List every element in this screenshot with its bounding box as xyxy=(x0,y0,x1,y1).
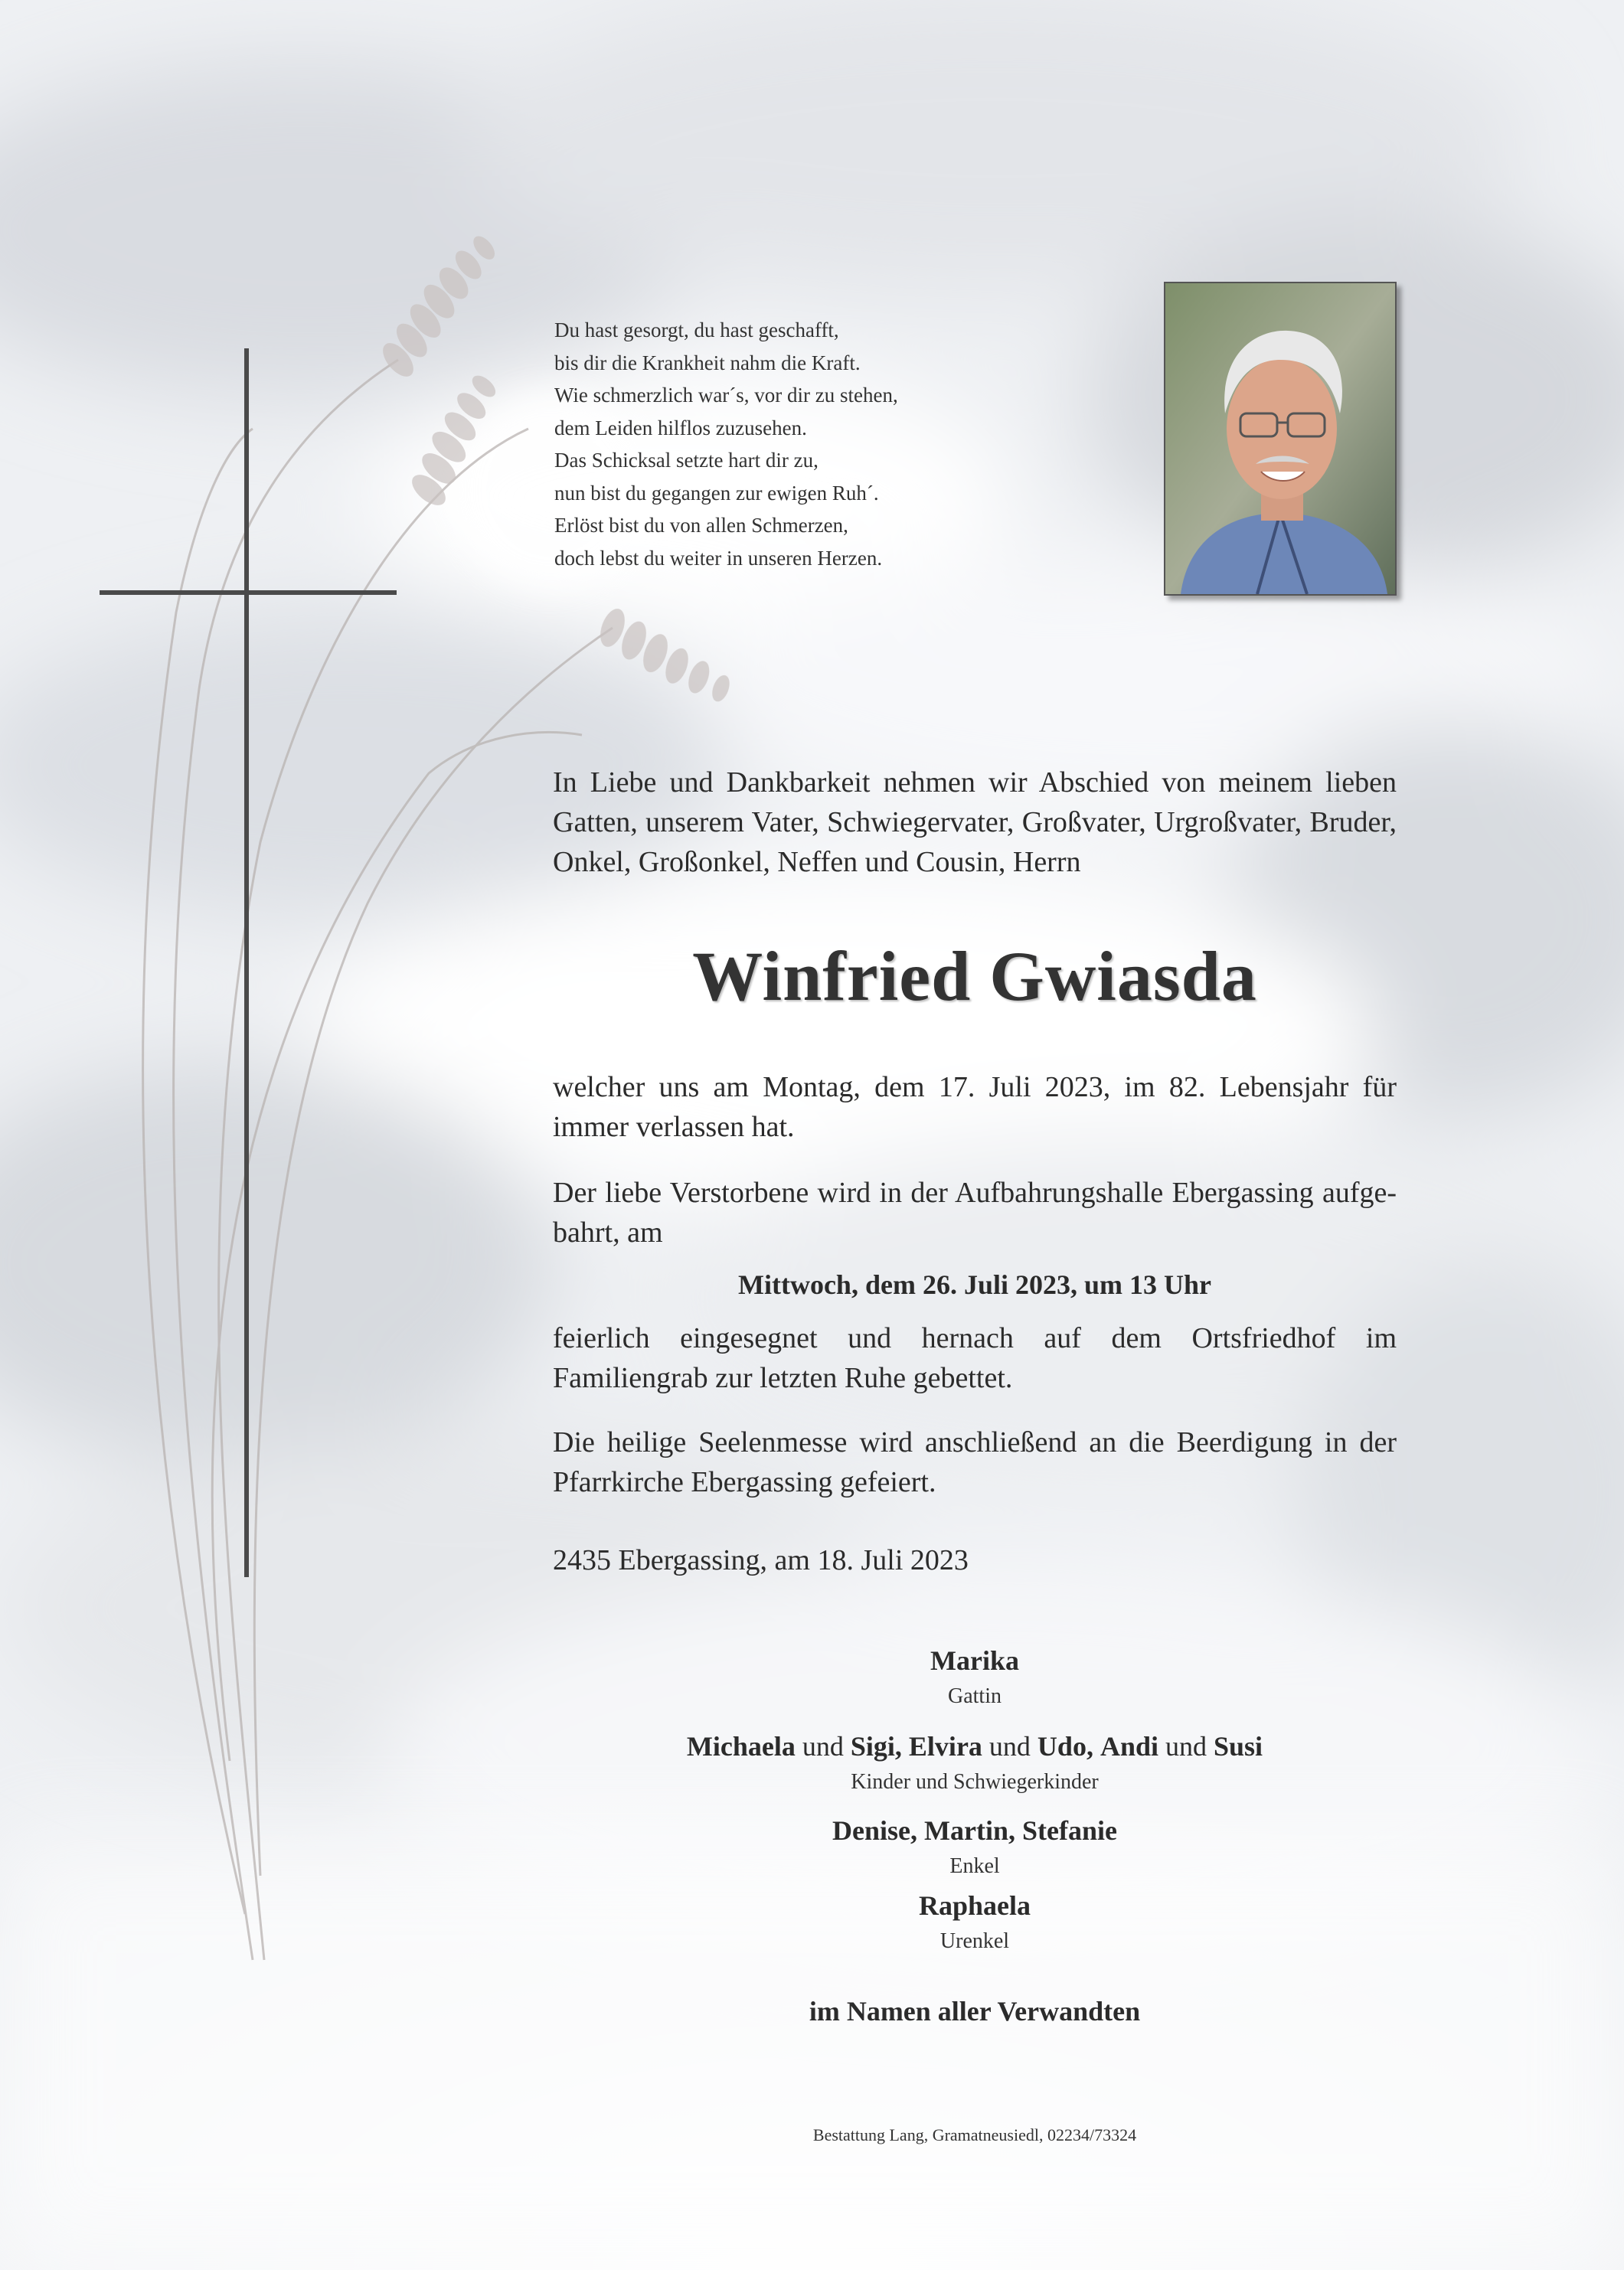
children-names xyxy=(553,1730,1397,1762)
place-date: 2435 Ebergassing, am 18. Juli 2023 xyxy=(553,1544,969,1576)
footer-undertaker: Bestattung Lang, Gramatneusiedl, 02234/73324 xyxy=(812,2125,1137,2144)
child-name: Andi xyxy=(1100,1731,1158,1762)
death-text: welcher uns am Montag, dem 17. Juli 2023, im 82. Lebensjahr für immer verlassen hat. xyxy=(553,1071,1397,1143)
poem-line: dem Leiden hilflos zuzusehen. xyxy=(554,416,807,439)
viewing-text: Der liebe Verstorbene wird in der Aufbahrungshalle Ebergassing aufge-bahrt, am xyxy=(553,1177,1397,1249)
child-name: Elvira xyxy=(908,1731,982,1762)
separator: , xyxy=(894,1731,902,1762)
portrait-photo xyxy=(1164,282,1397,596)
closing-text: im Namen aller Verwandten xyxy=(809,1996,1141,2027)
poem-line: nun bist du gegangen zur ewigen Ruh´. xyxy=(554,481,879,505)
child-name: Sigi xyxy=(850,1731,895,1762)
child-name: Susi xyxy=(1214,1731,1263,1762)
spouse-role: Gattin xyxy=(948,1684,1002,1708)
child-name: Michaela xyxy=(686,1731,796,1762)
poem xyxy=(554,314,1029,574)
connector: und xyxy=(802,1731,844,1762)
poem-line: doch lebst du weiter in unseren Herzen. xyxy=(554,546,883,570)
grandchildren-names: Denise, Martin, Stefanie xyxy=(832,1815,1117,1846)
greatgrandchild-name: Raphaela xyxy=(918,1890,1031,1921)
separator: , xyxy=(1086,1731,1093,1762)
connector: und xyxy=(1165,1731,1207,1762)
burial-text: feierlich eingesegnet und hernach auf dem Ortsfriedhof im Familiengrab zur letzten Ruhe gebettet. xyxy=(553,1322,1397,1394)
children-role: Kinder und Schwiegerkinder xyxy=(851,1770,1099,1794)
intro-text: In Liebe und Dankbarkeit nehmen wir Abschied von meinem lieben Gatten, unserem Vater, Schwiegervater, Großvater, Urgroßvater, Bruder, Onkel, Großonkel, Neffen und Cousin, Herrn xyxy=(553,766,1397,878)
greatgrandchild-role: Urenkel xyxy=(939,1929,1010,1953)
connector: und xyxy=(988,1731,1031,1762)
deceased-name: Winfried Gwiasda xyxy=(692,937,1257,1015)
poem-line: Wie schmerzlich war´s, vor dir zu stehen, xyxy=(554,384,898,407)
poem-line: Du hast gesorgt, du hast geschafft, xyxy=(554,318,839,341)
mass-text: Die heilige Seelenmesse wird anschließend an die Beerdigung in der Pfarrkirche Ebergassing gefeiert. xyxy=(553,1426,1397,1498)
spouse-name: Marika xyxy=(930,1645,1019,1676)
grandchildren-role: Enkel xyxy=(949,1854,1000,1878)
poem-line: Das Schicksal setzte hart dir zu, xyxy=(554,449,819,472)
child-name: Udo xyxy=(1037,1731,1086,1762)
ceremony-date: Mittwoch, dem 26. Juli 2023, um 13 Uhr xyxy=(738,1269,1211,1300)
poem-line: Erlöst bist du von allen Schmerzen, xyxy=(554,514,848,537)
poem-line: bis dir die Krankheit nahm die Kraft. xyxy=(554,351,861,374)
